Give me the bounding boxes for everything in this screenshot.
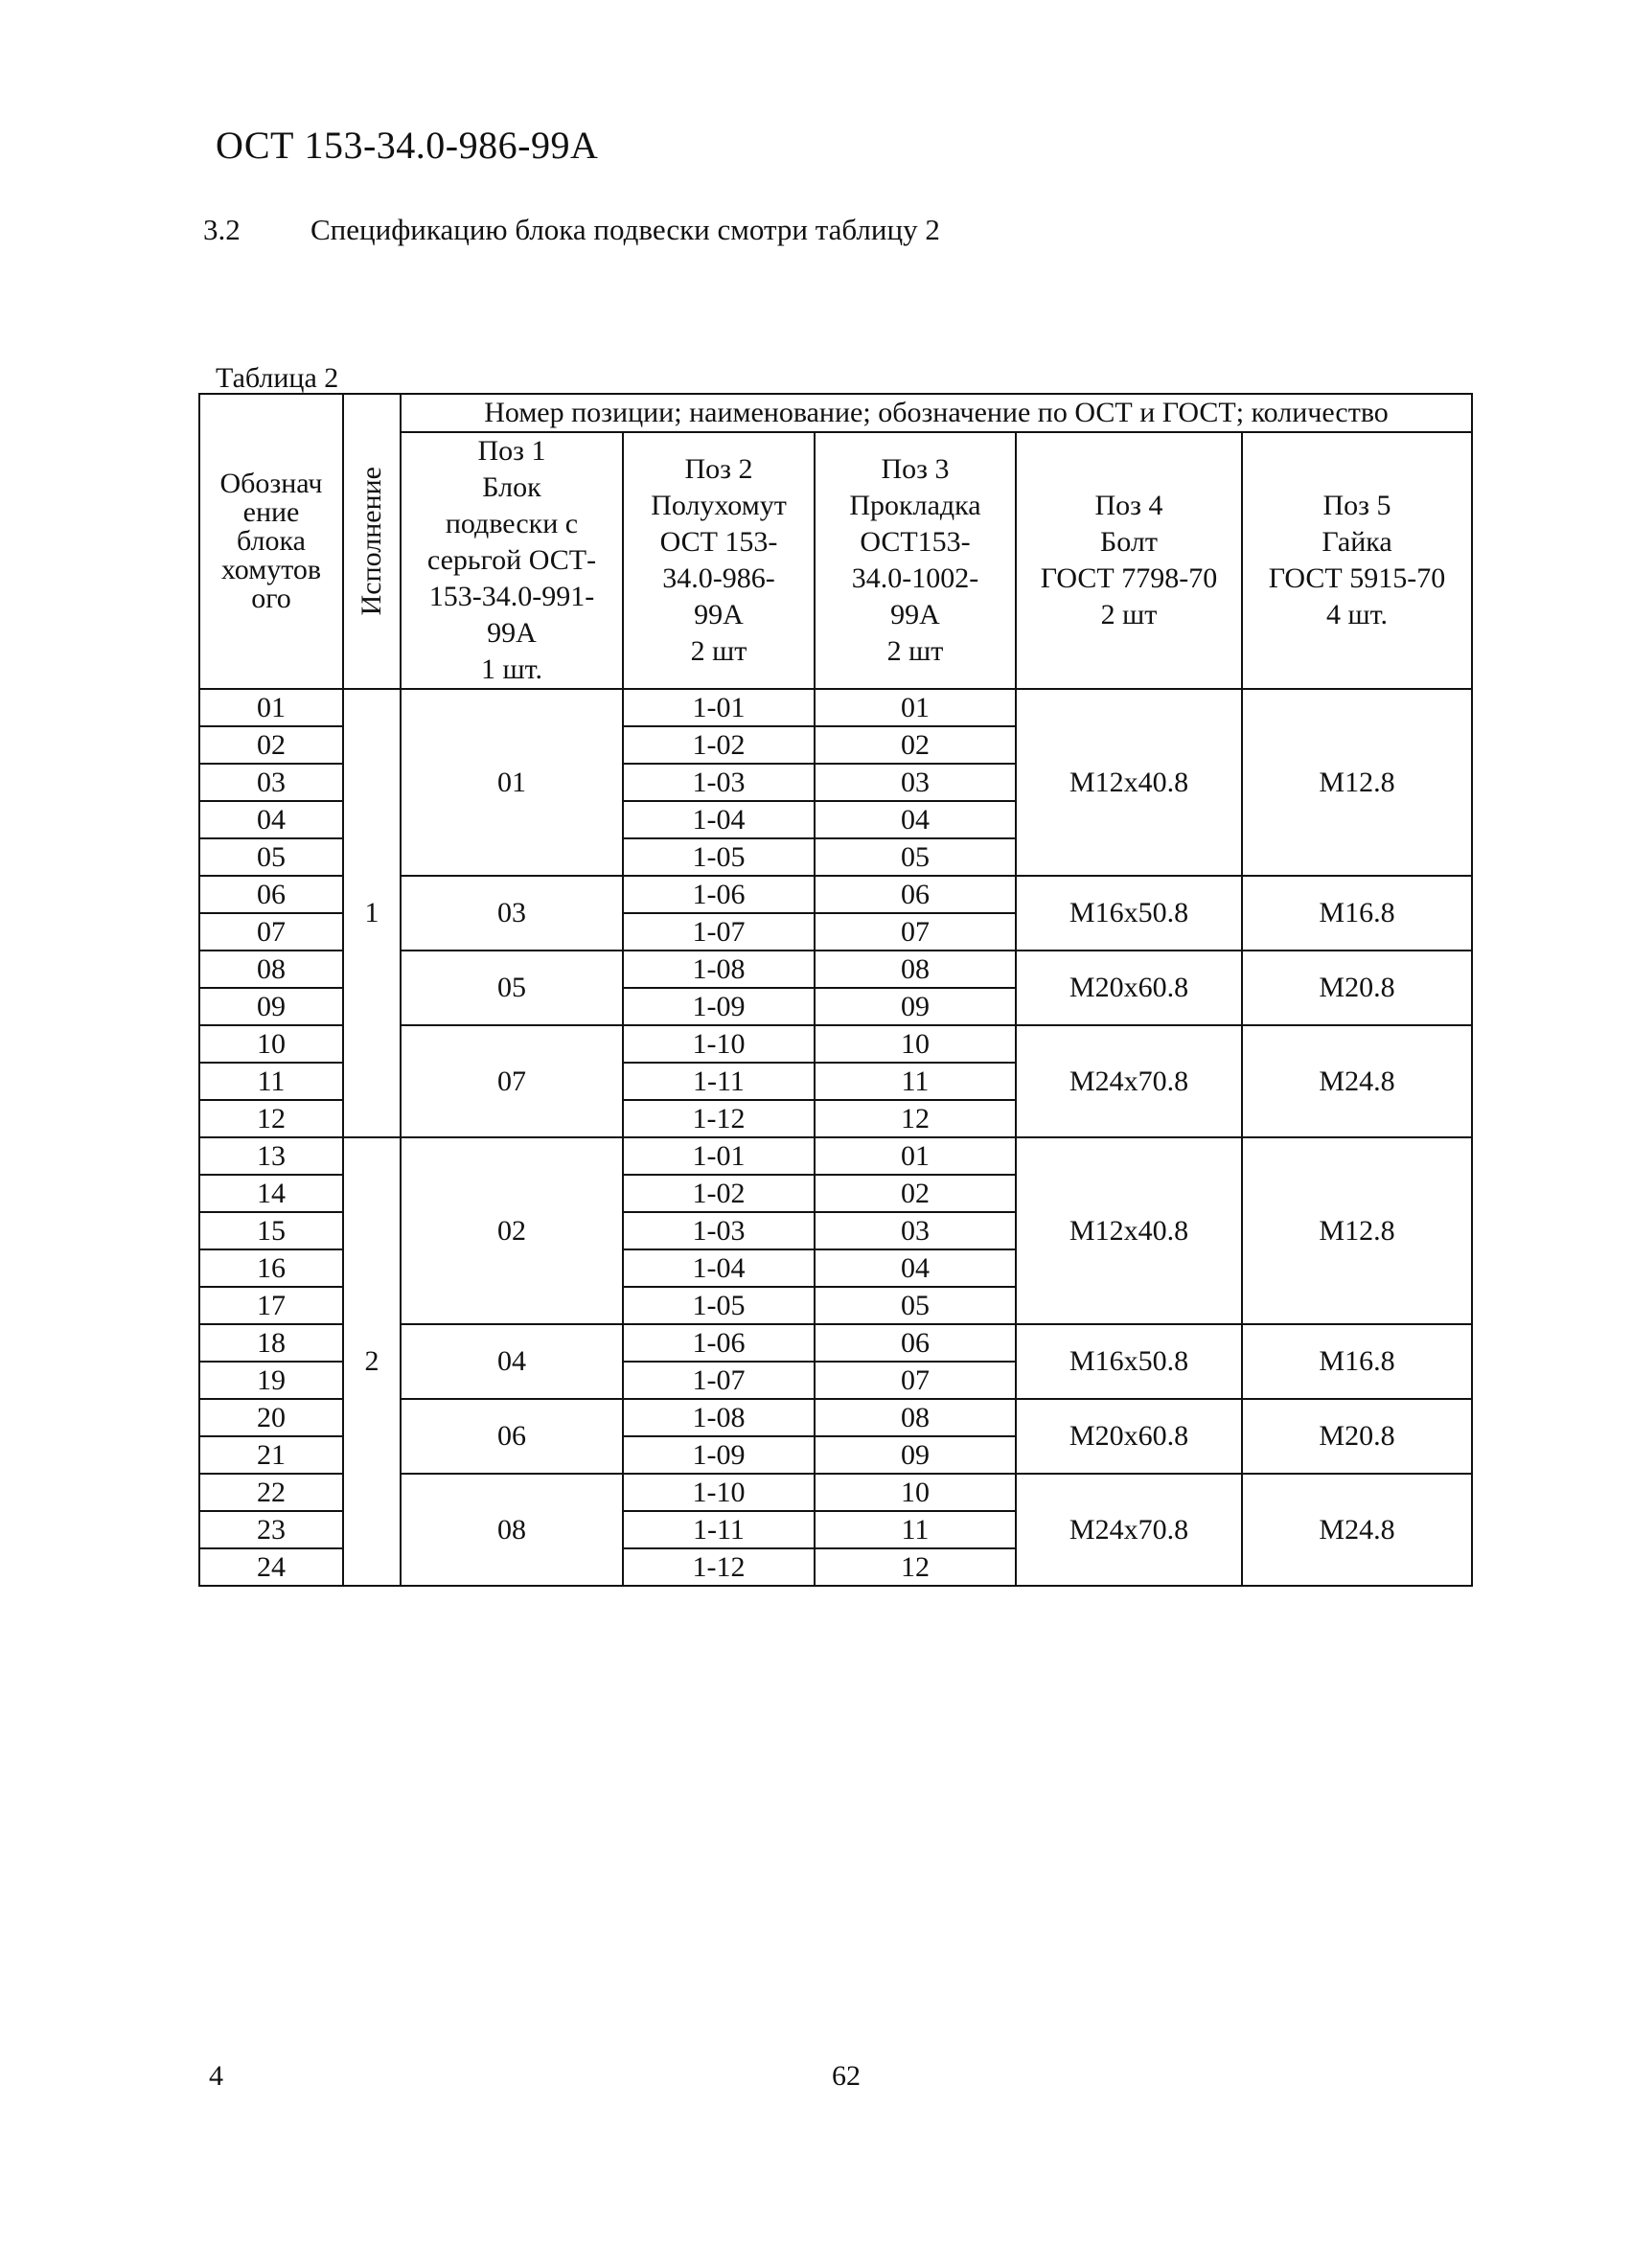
cell-pos4: М24х70.8 (1016, 1474, 1242, 1586)
cell-pos5: М16.8 (1242, 1324, 1472, 1399)
cell-designation: 15 (199, 1212, 343, 1249)
table-body (199, 689, 1472, 1586)
cell-designation: 23 (199, 1511, 343, 1548)
cell-pos2: 1-08 (623, 1399, 815, 1436)
cell-execution: 1 (343, 689, 401, 1137)
cell-pos1: 08 (401, 1474, 623, 1586)
cell-pos2: 1-04 (623, 1249, 815, 1287)
cell-designation: 09 (199, 988, 343, 1025)
cell-pos2: 1-12 (623, 1100, 815, 1137)
cell-designation: 10 (199, 1025, 343, 1063)
cell-designation: 07 (199, 913, 343, 951)
cell-pos2: 1-08 (623, 951, 815, 988)
header-line: 1 шт. (481, 653, 542, 685)
header-line: 34.0-986- (662, 562, 775, 594)
header-pos5 (1242, 432, 1472, 689)
header-line: ГОСТ 5915-70 (1268, 562, 1446, 594)
table-caption: Таблица 2 (216, 362, 339, 394)
cell-pos3: 11 (815, 1063, 1016, 1100)
cell-designation: 04 (199, 801, 343, 838)
cell-designation: 13 (199, 1137, 343, 1175)
header-line: 99А (890, 599, 940, 630)
cell-designation: 05 (199, 838, 343, 876)
page-number-left: 4 (209, 2060, 223, 2092)
cell-pos3: 02 (815, 1175, 1016, 1212)
document-code: ОСТ 153-34.0-986-99А (216, 124, 599, 167)
cell-pos2: 1-10 (623, 1025, 815, 1063)
cell-execution: 2 (343, 1137, 401, 1586)
cell-pos2: 1-11 (623, 1063, 815, 1100)
cell-pos3: 12 (815, 1100, 1016, 1137)
cell-pos3: 02 (815, 726, 1016, 764)
cell-pos5: М16.8 (1242, 876, 1472, 951)
cell-pos3: 05 (815, 1287, 1016, 1324)
cell-pos3: 06 (815, 1324, 1016, 1362)
cell-pos2: 1-01 (623, 1137, 815, 1175)
cell-pos2: 1-05 (623, 1287, 815, 1324)
cell-pos4: М16х50.8 (1016, 1324, 1242, 1399)
header-line: Прокладка (849, 490, 981, 521)
cell-pos4: М20х60.8 (1016, 1399, 1242, 1474)
cell-pos3: 01 (815, 1137, 1016, 1175)
cell-pos5: М20.8 (1242, 1399, 1472, 1474)
header-line: 99А (487, 617, 537, 649)
cell-designation: 18 (199, 1324, 343, 1362)
cell-pos4: М20х60.8 (1016, 951, 1242, 1025)
header-line: 2 шт (1100, 599, 1158, 630)
header-line: Поз 3 (881, 453, 950, 485)
cell-pos2: 1-02 (623, 1175, 815, 1212)
cell-pos2: 1-11 (623, 1511, 815, 1548)
header-pos4 (1016, 432, 1242, 689)
cell-pos3: 11 (815, 1511, 1016, 1548)
header-line: ГОСТ 7798-70 (1040, 562, 1218, 594)
cell-designation: 11 (199, 1063, 343, 1100)
cell-pos3: 04 (815, 801, 1016, 838)
cell-pos2: 1-04 (623, 801, 815, 838)
cell-pos3: 03 (815, 1212, 1016, 1249)
header-line: Полухомут (651, 490, 787, 521)
cell-pos5: М12.8 (1242, 689, 1472, 876)
cell-pos1: 06 (401, 1399, 623, 1474)
cell-designation: 02 (199, 726, 343, 764)
header-designation (199, 394, 343, 689)
header-line: подвески с (445, 508, 579, 539)
cell-pos4: М12х40.8 (1016, 689, 1242, 876)
cell-pos2: 1-06 (623, 1324, 815, 1362)
cell-pos2: 1-02 (623, 726, 815, 764)
cell-pos5: М12.8 (1242, 1137, 1472, 1324)
cell-pos1: 04 (401, 1324, 623, 1399)
cell-designation: 19 (199, 1362, 343, 1399)
header-line: ого (251, 583, 291, 614)
cell-pos4: М24х70.8 (1016, 1025, 1242, 1137)
cell-pos3: 10 (815, 1025, 1016, 1063)
cell-pos2: 1-12 (623, 1548, 815, 1586)
cell-designation: 20 (199, 1399, 343, 1436)
cell-pos3: 03 (815, 764, 1016, 801)
cell-pos3: 06 (815, 876, 1016, 913)
section-number: 3.2 (203, 213, 241, 246)
header-pos2 (623, 432, 815, 689)
cell-pos3: 04 (815, 1249, 1016, 1287)
header-line: ОСТ 153- (659, 526, 778, 558)
header-group: Номер позиции; наименование; обозначение по ОСТ и ГОСТ; количество (401, 394, 1472, 432)
cell-pos1: 01 (401, 689, 623, 876)
cell-pos3: 09 (815, 988, 1016, 1025)
cell-pos3: 01 (815, 689, 1016, 726)
header-pos3 (815, 432, 1016, 689)
header-line: Поз 2 (684, 453, 753, 485)
cell-designation: 03 (199, 764, 343, 801)
header-line: серьгой ОСТ- (426, 544, 597, 576)
cell-designation: 08 (199, 951, 343, 988)
cell-designation: 21 (199, 1436, 343, 1474)
header-line: блока (237, 525, 306, 557)
cell-pos2: 1-07 (623, 1362, 815, 1399)
cell-designation: 06 (199, 876, 343, 913)
cell-pos3: 09 (815, 1436, 1016, 1474)
header-line: Блок (482, 471, 541, 503)
cell-pos1: 02 (401, 1137, 623, 1324)
cell-pos5: М24.8 (1242, 1025, 1472, 1137)
section-text: Спецификацию блока подвески смотри таблицу 2 (310, 213, 940, 246)
cell-designation: 24 (199, 1548, 343, 1586)
cell-pos1: 05 (401, 951, 623, 1025)
cell-designation: 22 (199, 1474, 343, 1511)
table-row (199, 1137, 1472, 1175)
cell-pos4: М16х50.8 (1016, 876, 1242, 951)
cell-pos5: М20.8 (1242, 951, 1472, 1025)
cell-pos2: 1-09 (623, 1436, 815, 1474)
header-line: 4 шт. (1326, 599, 1388, 630)
cell-pos3: 12 (815, 1548, 1016, 1586)
cell-pos2: 1-07 (623, 913, 815, 951)
header-line: 99А (694, 599, 744, 630)
header-execution (343, 394, 401, 689)
header-line: Поз 5 (1322, 490, 1391, 521)
header-line: 34.0-1002- (851, 562, 979, 594)
header-line: Обознач (219, 468, 323, 499)
header-line: ОСТ153- (860, 526, 971, 558)
header-line: ение (242, 496, 300, 528)
cell-designation: 12 (199, 1100, 343, 1137)
cell-pos2: 1-05 (623, 838, 815, 876)
header-line: Болт (1100, 526, 1158, 558)
table-row (199, 689, 1472, 726)
cell-pos2: 1-01 (623, 689, 815, 726)
cell-pos2: 1-09 (623, 988, 815, 1025)
cell-pos1: 03 (401, 876, 623, 951)
section-heading (203, 213, 940, 247)
header-line: Поз 1 (477, 435, 546, 467)
cell-pos2: 1-03 (623, 764, 815, 801)
cell-pos5: М24.8 (1242, 1474, 1472, 1586)
cell-pos3: 08 (815, 951, 1016, 988)
cell-pos3: 05 (815, 838, 1016, 876)
cell-pos2: 1-03 (623, 1212, 815, 1249)
cell-pos2: 1-06 (623, 876, 815, 913)
header-line: Поз 4 (1094, 490, 1163, 521)
cell-pos4: М12х40.8 (1016, 1137, 1242, 1324)
page-number: 62 (832, 2060, 861, 2092)
header-line: хомутов (220, 554, 322, 585)
header-execution-label: Исполнение (356, 467, 387, 616)
header-line: 153-34.0-991- (428, 581, 595, 612)
cell-pos3: 07 (815, 1362, 1016, 1399)
cell-pos1: 07 (401, 1025, 623, 1137)
header-line: Гайка (1322, 526, 1392, 558)
cell-pos3: 07 (815, 913, 1016, 951)
header-line: 2 шт (690, 635, 747, 667)
cell-designation: 16 (199, 1249, 343, 1287)
header-pos1 (401, 432, 623, 689)
cell-pos3: 08 (815, 1399, 1016, 1436)
cell-designation: 01 (199, 689, 343, 726)
header-line: 2 шт (886, 635, 944, 667)
cell-designation: 14 (199, 1175, 343, 1212)
cell-pos3: 10 (815, 1474, 1016, 1511)
cell-pos2: 1-10 (623, 1474, 815, 1511)
cell-designation: 17 (199, 1287, 343, 1324)
specification-table (198, 393, 1473, 1587)
